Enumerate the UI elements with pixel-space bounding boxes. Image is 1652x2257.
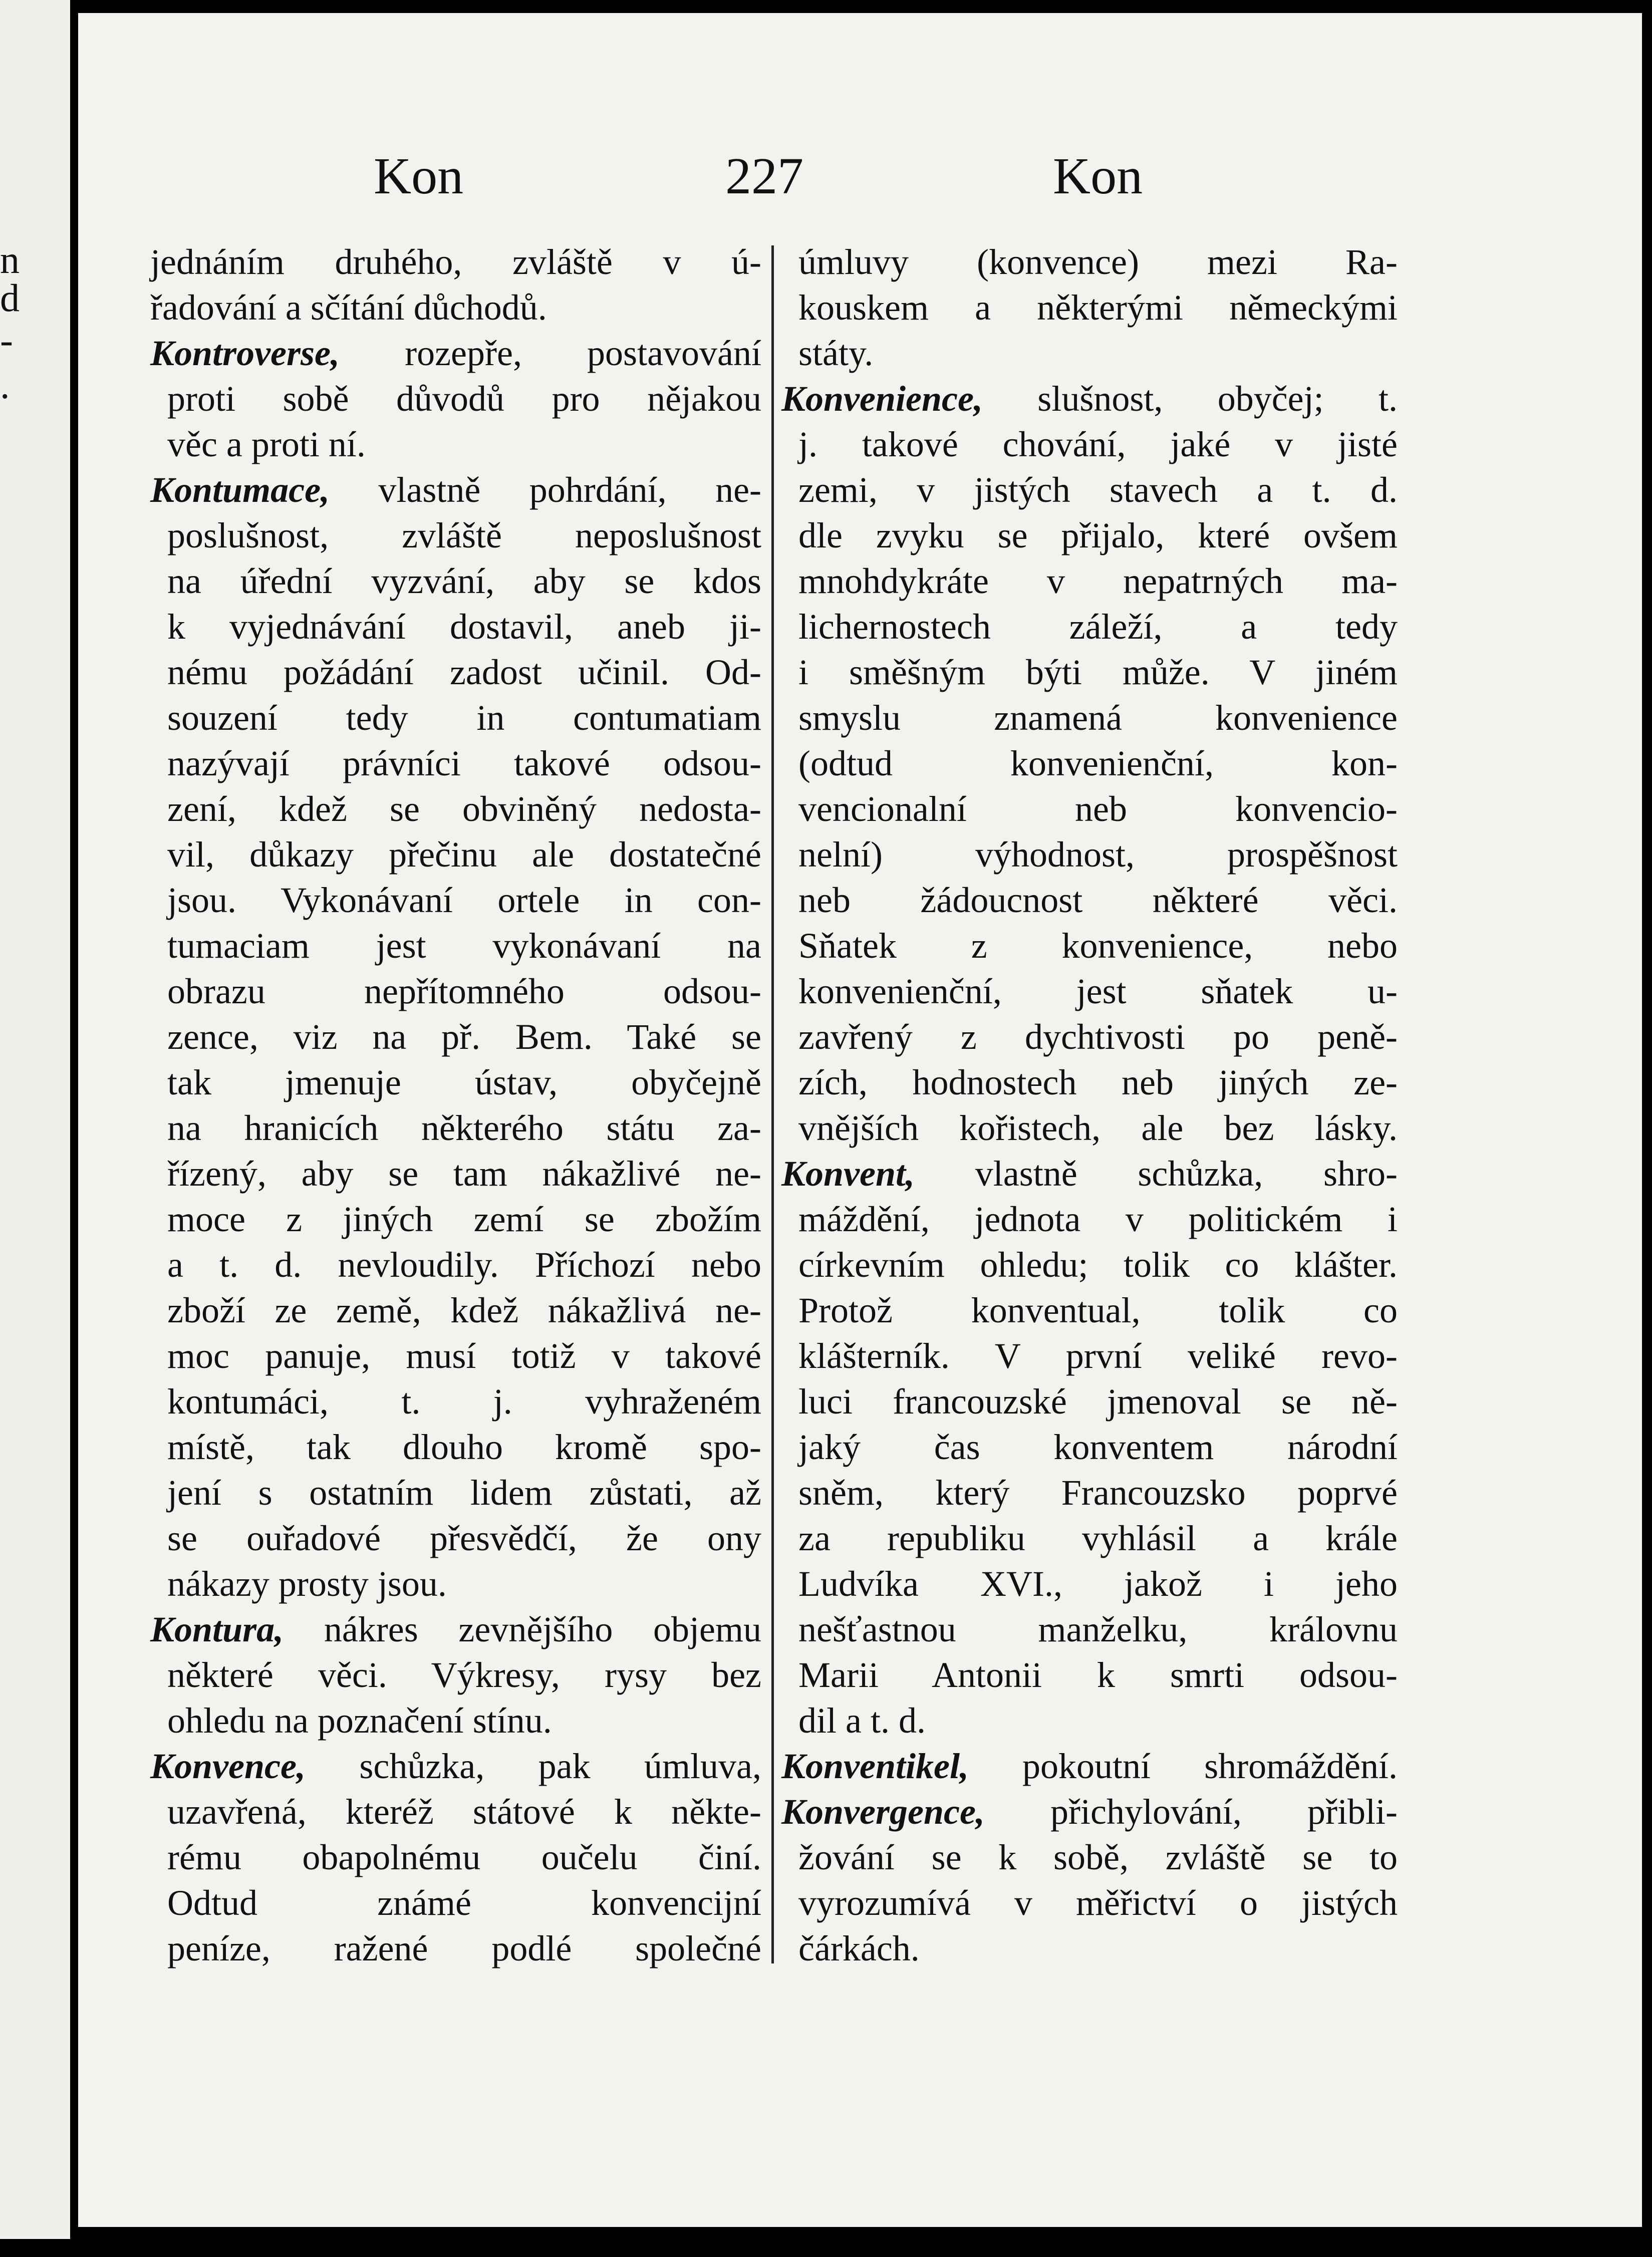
column-divider — [771, 245, 774, 1963]
text-line — [781, 1880, 1398, 1926]
headword: Kontura, — [150, 1609, 284, 1649]
line-text: smyslu znamená konvenience — [798, 698, 1398, 738]
line-text: klášterník. V první veliké revo- — [798, 1336, 1398, 1376]
line-text: žování se k sobě, zvláště se to — [798, 1837, 1398, 1877]
entry-line — [150, 1744, 761, 1789]
text-line — [781, 1516, 1398, 1561]
entry-line — [150, 331, 761, 376]
line-text: dle zvyku se přijalo, které ovšem — [798, 515, 1398, 555]
text-line — [781, 878, 1398, 923]
text-line — [781, 1652, 1398, 1698]
line-text: úmluvy (konvence) mezi Ra- — [798, 242, 1398, 282]
text-line — [781, 650, 1398, 695]
text-line — [781, 1333, 1398, 1379]
text-line — [781, 604, 1398, 650]
entry-line — [781, 1151, 1398, 1197]
line-text: jednáním druhého, zvláště v ú- — [150, 242, 761, 282]
line-text: luci francouzské jmenoval se ně- — [798, 1381, 1398, 1422]
text-line — [781, 239, 1398, 285]
text-line — [150, 878, 761, 923]
line-text: zence, viz na př. Bem. Také se — [167, 1017, 761, 1057]
text-line — [150, 1789, 761, 1835]
text-line — [150, 1333, 761, 1379]
right-text-column — [781, 239, 1398, 1971]
text-line — [781, 1288, 1398, 1333]
entry-line — [150, 1607, 761, 1652]
line-text: pokoutní shromáždění. — [969, 1746, 1398, 1786]
line-text: se ouřadové přesvědčí, že ony — [167, 1518, 761, 1558]
entry-line — [781, 1789, 1398, 1835]
text-line — [781, 1197, 1398, 1242]
line-text: vil, důkazy přečinu ale dostatečné — [167, 834, 761, 875]
line-text: lichernostech záleží, a tedy — [798, 607, 1398, 647]
line-text: sněm, který Francouzsko poprvé — [798, 1473, 1398, 1513]
text-line — [150, 1060, 761, 1105]
line-text: schůzka, pak úmluva, — [305, 1746, 761, 1786]
text-line — [150, 285, 761, 331]
line-text: vyrozumívá v měřictví o jistých — [798, 1883, 1398, 1923]
line-text: konvenienční, jest sňatek u- — [798, 971, 1398, 1011]
text-line — [150, 1835, 761, 1880]
entry-line — [781, 376, 1398, 422]
text-line — [781, 1607, 1398, 1652]
text-line — [781, 695, 1398, 741]
text-line — [781, 1425, 1398, 1470]
text-line — [781, 422, 1398, 467]
line-text: máždění, jednota v politickém i — [798, 1199, 1398, 1239]
line-text: řízený, aby se tam nákažlivé ne- — [167, 1154, 761, 1194]
text-line — [150, 1561, 761, 1607]
text-line — [150, 969, 761, 1014]
text-line — [150, 786, 761, 832]
prev-page-glyph: - — [0, 318, 13, 362]
previous-page-edge — [0, 0, 70, 2239]
line-text: moce z jiných zemí se zbožím — [167, 1199, 761, 1239]
text-line — [150, 1197, 761, 1242]
text-line — [781, 923, 1398, 969]
text-line — [781, 1105, 1398, 1151]
line-text: ohledu na poznačení stínu. — [167, 1701, 552, 1741]
text-line — [781, 969, 1398, 1014]
line-text: peníze, ražené podlé společné — [167, 1928, 761, 1968]
text-line — [150, 604, 761, 650]
line-text: (odtud konvenienční, kon- — [798, 743, 1398, 783]
line-text: j. takové chování, jaké v jisté — [798, 424, 1398, 464]
text-line — [781, 467, 1398, 513]
text-line — [150, 239, 761, 285]
text-line — [150, 558, 761, 604]
text-line — [150, 1151, 761, 1197]
text-line — [150, 1379, 761, 1425]
line-text: jaký čas konventem národní — [798, 1427, 1398, 1467]
line-text: souzení tedy in contumatiam — [167, 698, 761, 738]
line-text: Marii Antonii k smrti odsou- — [798, 1655, 1398, 1695]
text-line — [150, 422, 761, 467]
text-line — [150, 650, 761, 695]
line-text: kontumáci, t. j. vyhraženém — [167, 1381, 761, 1422]
line-text: rozepře, postavování — [340, 333, 761, 373]
line-text: zemi, v jistých stavech a t. d. — [798, 470, 1398, 510]
line-text: na hranicích některého státu za- — [167, 1108, 761, 1148]
line-text: slušnost, obyčej; t. — [982, 379, 1398, 419]
line-text: nému požádání zadost učinil. Od- — [167, 652, 761, 692]
text-line — [150, 1105, 761, 1151]
text-line — [150, 1652, 761, 1698]
line-text: na úřední vyzvání, aby se kdos — [167, 561, 761, 601]
line-text: vnějších kořistech, ale bez lásky. — [798, 1108, 1398, 1148]
line-text: kouskem a některými německými — [798, 288, 1398, 328]
line-text: církevním ohledu; tolik co klášter. — [798, 1245, 1398, 1285]
line-text: tumaciam jest vykonávaní na — [167, 926, 761, 966]
line-text: neb žádoucnost některé věci. — [798, 880, 1398, 920]
line-text: proti sobě důvodů pro nějakou — [167, 379, 761, 419]
headword: Kontumace, — [150, 470, 330, 510]
text-line — [150, 1470, 761, 1516]
text-line — [781, 1060, 1398, 1105]
text-line — [781, 832, 1398, 878]
text-line — [781, 1926, 1398, 1971]
text-line — [781, 1379, 1398, 1425]
line-text: nákres zevnějšího objemu — [284, 1609, 761, 1649]
text-line — [150, 513, 761, 558]
text-line — [150, 1242, 761, 1288]
running-head-right: Kon — [1053, 147, 1143, 205]
text-line — [150, 923, 761, 969]
line-text: vlastně schůzka, shro- — [915, 1154, 1398, 1194]
line-text: jení s ostatním lidem zůstati, až — [167, 1473, 761, 1513]
line-text: tak jmenuje ústav, obyčejně — [167, 1062, 761, 1102]
line-text: místě, tak dlouho kromě spo- — [167, 1427, 761, 1467]
line-text: nelní) výhodnost, prospěšnost — [798, 834, 1398, 875]
text-line — [150, 1516, 761, 1561]
line-text: poslušnost, zvláště neposlušnost — [167, 515, 761, 555]
line-text: zavřený z dychtivosti po peně- — [798, 1017, 1398, 1057]
line-text: za republiku vyhlásil a krále — [798, 1518, 1398, 1558]
line-text: zení, kdež se obviněný nedosta- — [167, 789, 761, 829]
text-line — [150, 741, 761, 786]
line-text: Ludvíka XVI., jakož i jeho — [798, 1564, 1398, 1604]
headword: Konvergence, — [781, 1792, 985, 1832]
line-text: přichylování, přibli- — [984, 1792, 1398, 1832]
text-line — [781, 1561, 1398, 1607]
line-text: vencionalní neb konvencio- — [798, 789, 1398, 829]
line-text: řadování a sčítání důchodů. — [150, 288, 547, 328]
text-line — [150, 1698, 761, 1744]
line-text: nákazy prosty jsou. — [167, 1564, 447, 1604]
headword: Konvent, — [781, 1154, 915, 1194]
text-line — [781, 1698, 1398, 1744]
headword: Konvence, — [150, 1746, 306, 1786]
text-line — [150, 1288, 761, 1333]
line-text: a t. d. nevloudily. Příchozí nebo — [167, 1245, 761, 1285]
headword: Kontroverse, — [150, 333, 340, 373]
line-text: čárkách. — [798, 1928, 920, 1968]
text-line — [781, 741, 1398, 786]
text-line — [781, 1242, 1398, 1288]
line-text: obrazu nepřítomného odsou- — [167, 971, 761, 1011]
text-line — [150, 376, 761, 422]
text-line — [781, 1835, 1398, 1880]
line-text: mnohdykráte v nepatrných ma- — [798, 561, 1398, 601]
running-head-left: Kon — [374, 147, 464, 205]
entry-line — [150, 467, 761, 513]
prev-page-glyph: d — [0, 276, 20, 320]
line-text: i směšným býti může. V jiném — [798, 652, 1398, 692]
line-text: zboží ze země, kdež nákažlivá ne- — [167, 1290, 761, 1330]
prev-page-glyph: . — [0, 363, 10, 407]
text-line — [781, 786, 1398, 832]
line-text: jsou. Vykonávaní ortele in con- — [167, 880, 761, 920]
left-text-column — [150, 239, 761, 1971]
text-line — [781, 285, 1398, 331]
line-text: Protož konventual, tolik co — [798, 1290, 1398, 1330]
headword: Konvenience, — [781, 379, 983, 419]
text-line — [150, 832, 761, 878]
text-line — [150, 1014, 761, 1060]
line-text: Sňatek z konvenience, nebo — [798, 926, 1398, 966]
line-text: státy. — [798, 333, 874, 373]
line-text: k vyjednávání dostavil, aneb ji- — [167, 607, 761, 647]
page-number: 227 — [725, 147, 803, 205]
line-text: Odtud známé konvencijní — [167, 1883, 761, 1923]
text-line — [781, 1470, 1398, 1516]
headword: Konventikel, — [781, 1746, 969, 1786]
line-text: moc panuje, musí totiž v takové — [167, 1336, 761, 1376]
text-line — [781, 558, 1398, 604]
line-text: některé věci. Výkresy, rysy bez — [167, 1655, 761, 1695]
line-text: nazývají právníci takové odsou- — [167, 743, 761, 783]
text-line — [781, 331, 1398, 376]
text-line — [150, 695, 761, 741]
line-text: zích, hodnostech neb jiných ze- — [798, 1062, 1398, 1102]
text-line — [150, 1425, 761, 1470]
line-text: dil a t. d. — [798, 1701, 926, 1741]
text-line — [781, 1014, 1398, 1060]
text-line — [781, 513, 1398, 558]
line-text: věc a proti ní. — [167, 424, 366, 464]
line-text: uzavřená, kteréž státové k někte- — [167, 1792, 761, 1832]
line-text: nešťastnou manželku, královnu — [798, 1609, 1398, 1649]
text-line — [150, 1926, 761, 1971]
line-text: rému obapolnému oučelu činí. — [167, 1837, 761, 1877]
text-line — [150, 1880, 761, 1926]
entry-line — [781, 1744, 1398, 1789]
line-text: vlastně pohrdání, ne- — [330, 470, 761, 510]
prev-page-glyph: n — [0, 238, 20, 281]
